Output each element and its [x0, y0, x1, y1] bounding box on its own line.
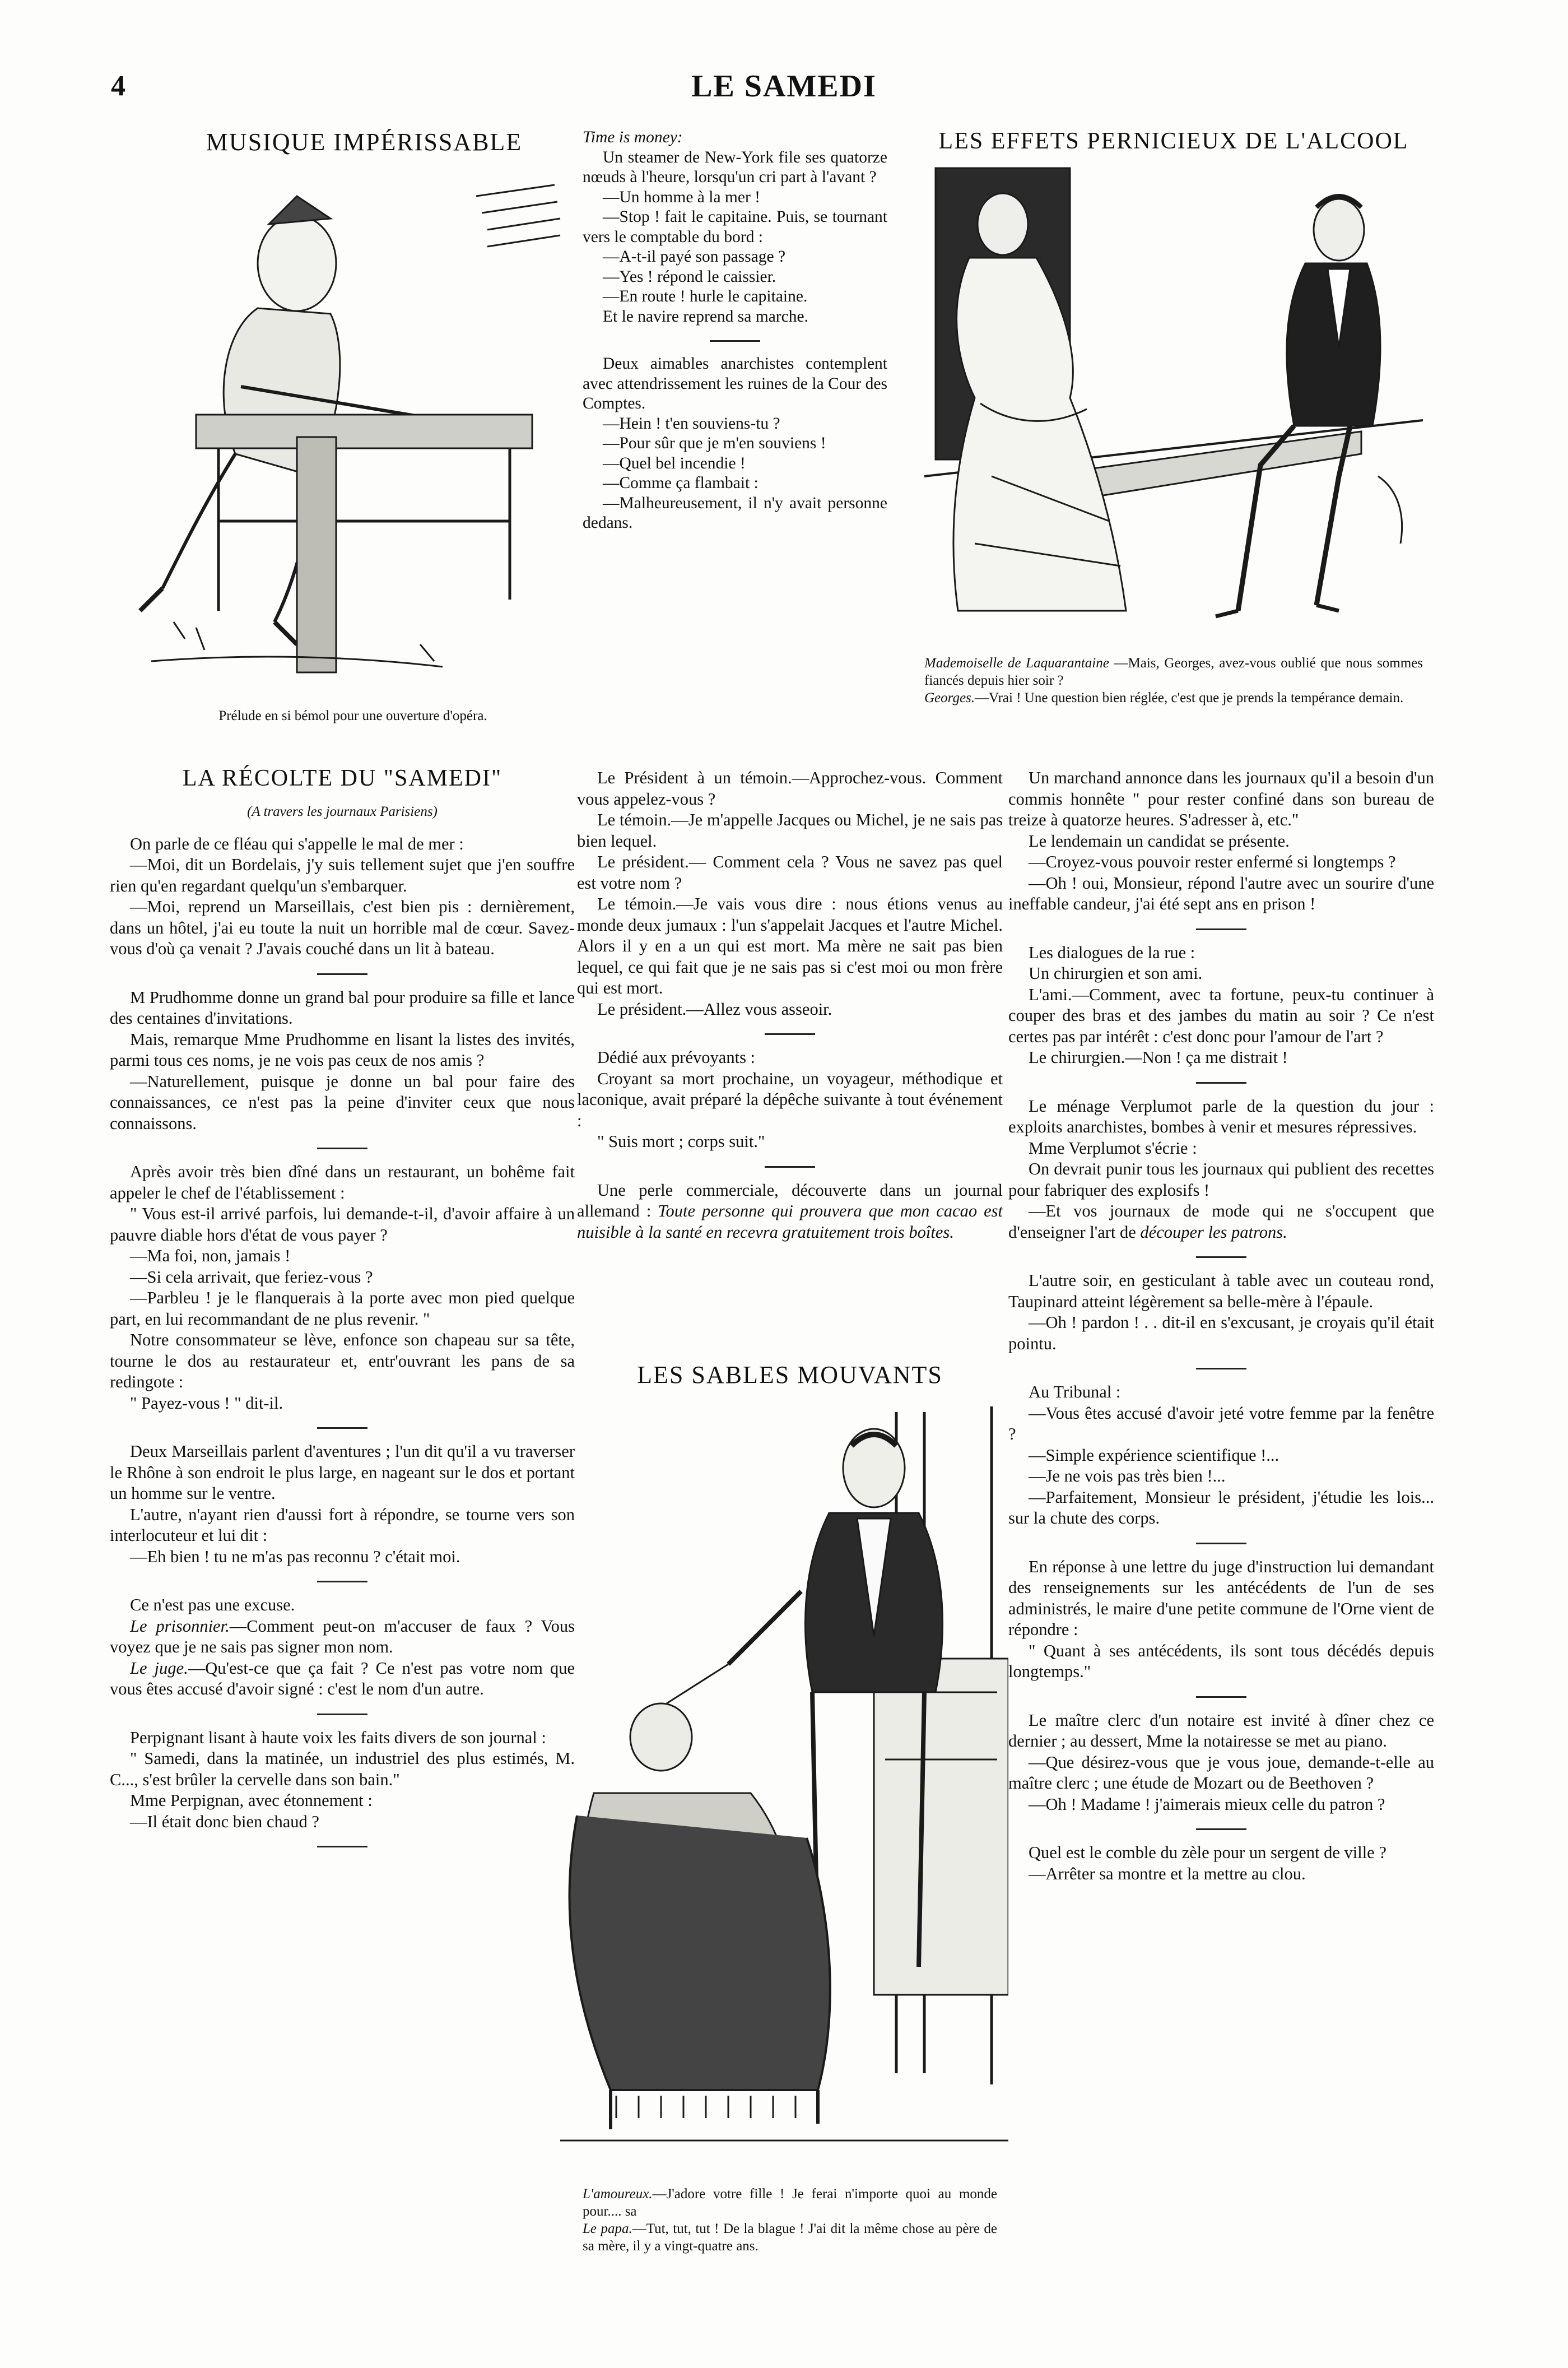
a4-line-2: —Eh bien ! tu ne m'as pas reconnu ? c'était moi. — [130, 1547, 460, 1566]
recolte-subtitle: (A travers les journaux Parisiens) — [247, 804, 438, 819]
a2-line-1: Mais, remarque Mme Prudhomme en lisant la listes des invités, parmi tous ces noms, je ne vois pas ceux de nos amis ? — [110, 1029, 575, 1070]
c3-a6-line-0: En réponse à une lettre du juge d'instruction lui demandant des renseignements sur les antécédents de l'un de ses administrés, le maire d'une petite commune de l'Orne vient de répondre : — [1008, 1557, 1434, 1639]
caption-speaker-papa: Le papa. — [583, 2221, 632, 2236]
c3-a4-line-1: —Oh ! pardon ! . . dit-il en s'excusant, je croyais qu'il était pointu. — [1008, 1313, 1434, 1353]
a3-line-4: —Parbleu ! je le flanquerais à la porte avec mon pied quelque part, en lui recommandant de ne plus revenir. " — [110, 1288, 575, 1329]
p1-line-6: Et le navire reprend sa marche. — [603, 307, 808, 326]
c3-a2-line-2: L'ami.—Comment, avec ta fortune, peux-tu continuer à couper des bras et des jambes du matin au soir ? Ce n'est certes pas par intérêt : c'est donc pour l'amour de l'art ? — [1008, 985, 1434, 1046]
c3-a3-line-2: On devrait punir tous les journaux qui publient des recettes pour fabriquer des explosifs ! — [1008, 1159, 1434, 1200]
c2-a2-line-0: Dédié aux prévoyants : — [597, 1048, 756, 1067]
a3-line-0: Après avoir très bien dîné dans un restaurant, un bohême fait appeler le chef de l'établissement : — [110, 1162, 575, 1202]
c3-a2-line-3: Le chirurgien.—Non ! ça me distrait ! — [1029, 1048, 1288, 1067]
p2-line-1: —Hein ! t'en souviens-tu ? — [603, 414, 780, 433]
c2-a2-line-1: Croyant sa mort prochaine, un voyageur, méthodique et laconique, avait préparé la dépêche suivante à tout événement : — [577, 1069, 1003, 1130]
separator — [317, 1148, 367, 1149]
recolte-title: LA RÉCOLTE DU "SAMEDI" — [182, 765, 502, 791]
a3-line-3: —Si cela arrivait, que feriez-vous ? — [130, 1267, 373, 1287]
c3-a2-line-1: Un chirurgien et son ami. — [1029, 964, 1203, 983]
sables-caption — [583, 2185, 997, 2255]
p2-line-2: —Pour sûr que je m'en souviens ! — [603, 434, 826, 452]
p2-line-3: —Quel bel incendie ! — [603, 454, 746, 472]
caption-speaker-amoureux: L'amoureux. — [583, 2186, 653, 2202]
c3-a1-line-1: Le lendemain un candidat se présente. — [1029, 831, 1290, 851]
sables-title: LES SABLES MOUVANTS — [637, 1361, 943, 1389]
p1-line-1: —Un homme à la mer ! — [603, 188, 760, 206]
a1-line-2: —Moi, reprend un Marseillais, c'est bien pis : dernièrement, dans un hôtel, j'ai eu toute la nuit un horrible mal de cœur. Savez-vous d'où ça venait ? J'avais couché dans un lit à bateau. — [110, 897, 575, 958]
separator — [765, 1166, 815, 1168]
top-middle-column — [583, 128, 887, 533]
time-is-money-lead: Time is money: — [583, 128, 683, 146]
c3-a8-line-1: —Arrêter sa montre et la mettre au clou. — [1029, 1864, 1306, 1883]
separator — [317, 1427, 367, 1429]
alcool-title: LES EFFETS PERNICIEUX DE L'ALCOOL — [938, 128, 1409, 154]
separator — [710, 340, 760, 342]
c3-a1-line-3: —Oh ! oui, Monsieur, répond l'autre avec un sourire d'une ineffable candeur, j'ai été sept ans en prison ! — [1008, 873, 1434, 913]
c2-a3: Une perle commerciale, découverte dans un journal allemand : Toute personne qui prouvera que mon cacao est nuisible à la santé en recevra gratuitement trois boîtes. — [577, 1180, 1003, 1242]
separator — [1196, 1368, 1246, 1369]
column-3 — [1008, 768, 1434, 1884]
a2-line-2: —Naturellement, puisque je donne un bal pour faire des connaissances, ce n'est pas la peine d'inviter ceux que nous connaissons. — [110, 1071, 575, 1133]
c2-a1-line-2: Le président.— Comment cela ? Vous ne savez pas quel est votre nom ? — [577, 852, 1003, 893]
c3-a7-line-1: —Que désirez-vous que je vous joue, demande-t-elle au maître clerc ; une étude de Mozart ou de Beethoven ? — [1008, 1752, 1434, 1793]
separator — [1196, 1828, 1246, 1830]
caption-speaker-mademoiselle: Mademoiselle de Laquarantaine — [924, 656, 1109, 671]
separator — [1196, 1082, 1246, 1084]
c3-a3-line-1: Mme Verplumot s'écrie : — [1029, 1138, 1197, 1158]
a6-line-2: Mme Perpignan, avec étonnement : — [130, 1791, 373, 1810]
separator — [1196, 928, 1246, 930]
c3-a5-line-0: Au Tribunal : — [1029, 1382, 1121, 1401]
separator — [317, 1581, 367, 1582]
c3-a1-line-0: Un marchand annonce dans les journaux qu'il a besoin d'un commis honnête " pour rester confiné dans son bureau de treize à quatorze heures. S'adresser à, etc." — [1008, 768, 1434, 829]
musique-illustration — [129, 162, 566, 700]
caption-line-1: —J'adore votre fille ! Je ferai n'importe quoi au monde pour.... sa — [583, 2186, 997, 2219]
c3-a7-line-0: Le maître clerc d'un notaire est invité à dîner chez ce dernier ; au dessert, Mme la notairesse se met au piano. — [1008, 1710, 1434, 1751]
separator — [1196, 1696, 1246, 1698]
c3-a3-line-0: Le ménage Verplumot parle de la question du jour : exploits anarchistes, bombes à venir et mesures répressives. — [1008, 1096, 1434, 1136]
column-1 — [110, 764, 575, 1860]
a5-dialogue-judge: Le juge.—Qu'est-ce que ça fait ? Ce n'est pas votre nom que vous êtes accusé d'avoir signé : c'est le nom d'un autre. — [110, 1658, 575, 1698]
p2-line-4: —Comme ça flambait : — [603, 474, 759, 492]
p1-line-0: Un steamer de New-York file ses quatorze nœuds à l'heure, lorsqu'un cri part à l'avant ? — [583, 148, 887, 186]
a1-line-0: On parle de ce fléau qui s'appelle le mal de mer : — [130, 834, 464, 853]
separator — [765, 1033, 815, 1035]
separator — [317, 1846, 367, 1847]
separator — [317, 973, 367, 975]
c3-a5-line-2: —Simple expérience scientifique !... — [1029, 1445, 1279, 1465]
a3-line-2: —Ma foi, non, jamais ! — [130, 1246, 291, 1265]
separator — [317, 1714, 367, 1715]
c3-a1-line-2: —Croyez-vous pouvoir rester enfermé si longtemps ? — [1029, 852, 1396, 871]
caption-speaker-georges: Georges. — [924, 690, 975, 705]
a4-line-0: Deux Marseillais parlent d'aventures ; l'un dit qu'il a vu traverser le Rhône à son endroit le plus large, en nageant sur le dos et portant un homme sur le ventre. — [110, 1442, 575, 1503]
journal-title: LE SAMEDI — [691, 69, 877, 104]
c2-a1-line-0: Le Président à un témoin.—Approchez-vous. Comment vous appelez-vous ? — [577, 768, 1003, 809]
a6-line-3: —Il était donc bien chaud ? — [130, 1812, 319, 1831]
a3-line-5: Notre consommateur se lève, enfonce son chapeau sur sa tête, tourne le dos au restaurateur et, entr'ouvrant les pans de sa redingote : — [110, 1330, 575, 1391]
page-number: 4 — [111, 70, 125, 102]
separator — [1196, 1543, 1246, 1544]
a3-line-6: " Payez-vous ! " dit-il. — [130, 1393, 283, 1413]
a6-line-1: " Samedi, dans la matinée, un industriel des plus estimés, M. C..., s'est brûler la cervelle dans son bain." — [110, 1749, 575, 1789]
musique-title: MUSIQUE IMPÉRISSABLE — [206, 128, 523, 156]
c2-a2-line-2: " Suis mort ; corps suit." — [597, 1132, 765, 1151]
p1-line-5: —En route ! hurle le capitaine. — [603, 287, 808, 305]
a2-line-0: M Prudhomme donne un grand bal pour produire sa fille et lance des centaines d'invitations. — [110, 987, 575, 1028]
c2-a1-line-1: Le témoin.—Je m'appelle Jacques ou Michel, je ne sais pas bien lequel. — [577, 810, 1003, 851]
c3-a5-line-1: —Vous êtes accusé d'avoir jeté votre femme par la fenêtre ? — [1008, 1403, 1434, 1443]
alcool-illustration — [924, 162, 1423, 650]
c3-a6-line-1: " Quant à ses antécédents, ils sont tous décédés depuis longtemps." — [1008, 1641, 1434, 1681]
c3-a7-line-2: —Oh ! Madame ! j'aimerais mieux celle du patron ? — [1029, 1794, 1385, 1814]
c3-a5-line-4: —Parfaitement, Monsieur le président, j'étudie les lois... sur la chute des corps. — [1008, 1487, 1434, 1527]
p1-line-2: —Stop ! fait le capitaine. Puis, se tournant vers le comptable du bord : — [583, 208, 887, 246]
c3-a4-line-0: L'autre soir, en gesticulant à table avec un couteau rond, Taupinard atteint légèrement sa belle-mère à l'épaule. — [1008, 1271, 1434, 1311]
column-2 — [577, 768, 1003, 1243]
c2-a1-line-4: Le président.—Allez vous asseoir. — [597, 999, 832, 1019]
a3-line-1: " Vous est-il arrivé parfois, lui demande-t-il, d'avoir affaire à un pauvre diable hors d'état de vous payer ? — [110, 1204, 575, 1245]
separator — [1196, 1256, 1246, 1258]
c3-a8-line-0: Quel est le comble du zèle pour un sergent de ville ? — [1029, 1843, 1386, 1862]
caption-line-1: —Mais, Georges, avez-vous oublié que nous sommes fiancés depuis hier soir ? — [924, 656, 1423, 688]
c3-a5-line-3: —Je ne vois pas très bien !... — [1029, 1466, 1226, 1485]
a5-dialogue-prisoner: Le prisonnier.—Comment peut-on m'accuser de faux ? Vous voyez que je ne sais pas signer mon nom. — [110, 1616, 575, 1656]
alcool-caption — [924, 654, 1423, 707]
a5-line-0: Ce n'est pas une excuse. — [130, 1595, 295, 1614]
sables-illustration — [560, 1401, 1008, 2174]
musique-caption: Prélude en si bémol pour une ouverture d'opéra. — [218, 708, 487, 723]
p2-line-0: Deux aimables anarchistes contemplent avec attendrissement les ruines de la Cour des Comptes. — [583, 355, 887, 412]
a1-line-1: —Moi, dit un Bordelais, j'y suis tellement sujet que j'en souffre rien qu'en regardant quelqu'un s'embarquer. — [110, 855, 575, 895]
p1-line-3: —A-t-il payé son passage ? — [603, 248, 786, 266]
c3-a2-line-0: Les dialogues de la rue : — [1029, 942, 1195, 962]
a6-line-0: Perpignant lisant à haute voix les faits divers de son journal : — [130, 1728, 546, 1747]
caption-line-2: —Vrai ! Une question bien réglée, c'est que je prends la tempérance demain. — [975, 690, 1404, 705]
p2-line-5: —Malheureusement, il n'y avait personne dedans. — [583, 494, 887, 532]
p1-line-4: —Yes ! répond le caissier. — [603, 267, 776, 286]
c3-a3-line-3: —Et vos journaux de mode qui ne s'occupent que d'enseigner l'art de découper les patrons. — [1008, 1201, 1434, 1242]
c2-a1-line-3: Le témoin.—Je vais vous dire : nous étions venus au monde deux jumaux : l'un s'appelait Jacques et l'autre Michel. Alors il y en a un qui est mort. Ma mère ne sait pas bien lequel, ce qui fait que je ne sais pas si c'est moi ou mon frère qui est mort. — [577, 894, 1003, 997]
a4-line-1: L'autre, n'ayant rien d'aussi fort à répondre, se tourne vers son interlocuteur et lui dit : — [110, 1505, 575, 1545]
caption-line-2: —Tut, tut, tut ! De la blague ! J'ai dit la même chose au père de sa mère, il y a vingt-quatre ans. — [583, 2221, 997, 2254]
